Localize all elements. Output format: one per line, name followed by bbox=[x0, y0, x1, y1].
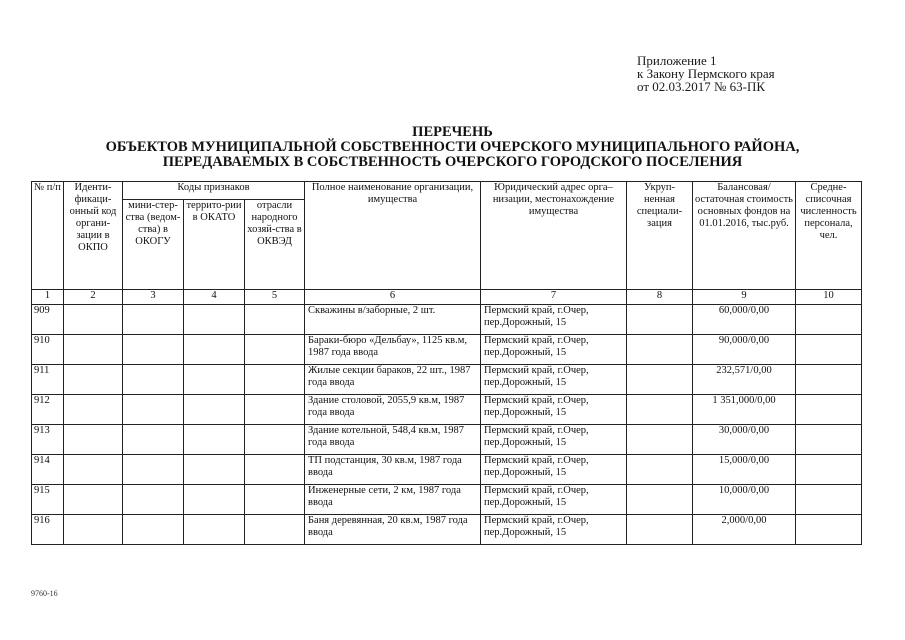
staff-cell bbox=[796, 515, 862, 545]
balance-value: 90,000/0,00 bbox=[693, 335, 796, 365]
row-number: 916 bbox=[32, 515, 64, 545]
specialization-cell bbox=[627, 305, 693, 335]
staff-cell bbox=[796, 305, 862, 335]
object-name: ТП подстанция, 30 кв.м, 1987 года ввода bbox=[305, 455, 481, 485]
table-row bbox=[32, 455, 862, 485]
row-number: 911 bbox=[32, 365, 64, 395]
header-okved: отрасли народного хозяй-ства в ОКВЭД bbox=[245, 200, 305, 290]
okogu-cell bbox=[123, 515, 184, 545]
table-row bbox=[32, 395, 862, 425]
object-address: Пермский край, г.Очер, пер.Дорожный, 15 bbox=[481, 335, 627, 365]
row-number: 914 bbox=[32, 455, 64, 485]
object-name: Баня деревянная, 20 кв.м, 1987 года ввода bbox=[305, 515, 481, 545]
okved-cell bbox=[245, 485, 305, 515]
okato-cell bbox=[184, 485, 245, 515]
okogu-cell bbox=[123, 455, 184, 485]
balance-value: 60,000/0,00 bbox=[693, 305, 796, 335]
okogu-cell bbox=[123, 395, 184, 425]
object-address: Пермский край, г.Очер, пер.Дорожный, 15 bbox=[481, 515, 627, 545]
object-name: Бараки-бюро «Дельбау», 1125 кв.м, 1987 года ввода bbox=[305, 335, 481, 365]
header-staff: Средне-списочная численность персонала, чел. bbox=[796, 182, 862, 290]
okogu-cell bbox=[123, 335, 184, 365]
column-number: 9 bbox=[693, 290, 796, 305]
object-address: Пермский край, г.Очер, пер.Дорожный, 15 bbox=[481, 485, 627, 515]
header-num: № п/п bbox=[32, 182, 64, 290]
okved-cell bbox=[245, 395, 305, 425]
okpo-cell bbox=[64, 485, 123, 515]
okato-cell bbox=[184, 425, 245, 455]
staff-cell bbox=[796, 365, 862, 395]
staff-cell bbox=[796, 335, 862, 365]
balance-value: 232,571/0,00 bbox=[693, 365, 796, 395]
row-number: 910 bbox=[32, 335, 64, 365]
okato-cell bbox=[184, 335, 245, 365]
table-row bbox=[32, 305, 862, 335]
appendix-note bbox=[637, 54, 775, 93]
column-number: 7 bbox=[481, 290, 627, 305]
appendix-line-2: к Закону Пермского края bbox=[637, 66, 775, 81]
okpo-cell bbox=[64, 365, 123, 395]
object-name: Здание столовой, 2055,9 кв.м, 1987 года ввода bbox=[305, 395, 481, 425]
column-numbers-row bbox=[32, 290, 862, 305]
header-okato: террито-рии в ОКАТО bbox=[184, 200, 245, 290]
header-okpo: Иденти-фикаци-онный код органи-зации в ОКПО bbox=[64, 182, 123, 290]
header-okogu: мини-стер-ства (ведом-ства) в ОКОГУ bbox=[123, 200, 184, 290]
column-number: 4 bbox=[184, 290, 245, 305]
column-number: 3 bbox=[123, 290, 184, 305]
column-number: 2 bbox=[64, 290, 123, 305]
okpo-cell bbox=[64, 425, 123, 455]
balance-value: 10,000/0,00 bbox=[693, 485, 796, 515]
okato-cell bbox=[184, 365, 245, 395]
balance-value: 30,000/0,00 bbox=[693, 425, 796, 455]
objects-table bbox=[31, 181, 862, 545]
column-number: 8 bbox=[627, 290, 693, 305]
object-address: Пермский край, г.Очер, пер.Дорожный, 15 bbox=[481, 395, 627, 425]
specialization-cell bbox=[627, 485, 693, 515]
object-address: Пермский край, г.Очер, пер.Дорожный, 15 bbox=[481, 365, 627, 395]
okato-cell bbox=[184, 455, 245, 485]
row-number: 909 bbox=[32, 305, 64, 335]
column-number: 1 bbox=[32, 290, 64, 305]
balance-value: 15,000/0,00 bbox=[693, 455, 796, 485]
heading-line-3: ПЕРЕДАВАЕМЫХ В СОБСТВЕННОСТЬ ОЧЕРСКОГО ГОРОДСКОГО ПОСЕЛЕНИЯ bbox=[162, 154, 743, 170]
okato-cell bbox=[184, 515, 245, 545]
okato-cell bbox=[184, 395, 245, 425]
table-row bbox=[32, 485, 862, 515]
staff-cell bbox=[796, 395, 862, 425]
column-number: 6 bbox=[305, 290, 481, 305]
specialization-cell bbox=[627, 365, 693, 395]
okved-cell bbox=[245, 335, 305, 365]
table-row bbox=[32, 515, 862, 545]
object-name: Скважины в/заборные, 2 шт. bbox=[305, 305, 481, 335]
object-name: Здание котельной, 548,4 кв.м, 1987 года ввода bbox=[305, 425, 481, 455]
okpo-cell bbox=[64, 395, 123, 425]
okpo-cell bbox=[64, 305, 123, 335]
row-number: 913 bbox=[32, 425, 64, 455]
object-name: Жилые секции бараков, 22 шт., 1987 года ввода bbox=[305, 365, 481, 395]
okved-cell bbox=[245, 365, 305, 395]
okved-cell bbox=[245, 425, 305, 455]
balance-value: 1 351,000/0,00 bbox=[693, 395, 796, 425]
okogu-cell bbox=[123, 425, 184, 455]
okpo-cell bbox=[64, 335, 123, 365]
okato-cell bbox=[184, 305, 245, 335]
header-balance: Балансовая/ остаточная стоимость основных фондов на 01.01.2016, тыс.руб. bbox=[693, 182, 796, 290]
specialization-cell bbox=[627, 425, 693, 455]
column-number: 5 bbox=[245, 290, 305, 305]
document-code: 9760-16 bbox=[31, 589, 58, 598]
heading-line-2: ОБЪЕКТОВ МУНИЦИПАЛЬНОЙ СОБСТВЕННОСТИ ОЧЕРСКОГО МУНИЦИПАЛЬНОГО РАЙОНА, bbox=[105, 139, 800, 155]
okved-cell bbox=[245, 515, 305, 545]
header-name: Полное наименование организации, имущества bbox=[305, 182, 481, 290]
header-specialization: Укруп-ненная специали-зация bbox=[627, 182, 693, 290]
header-codes-group: Коды признаков bbox=[123, 182, 305, 200]
staff-cell bbox=[796, 485, 862, 515]
okved-cell bbox=[245, 455, 305, 485]
table-row bbox=[32, 365, 862, 395]
table-row bbox=[32, 425, 862, 455]
okogu-cell bbox=[123, 365, 184, 395]
appendix-line-1: Приложение 1 bbox=[637, 53, 717, 68]
document-heading bbox=[0, 125, 905, 170]
staff-cell bbox=[796, 455, 862, 485]
object-name: Инженерные сети, 2 км, 1987 года ввода bbox=[305, 485, 481, 515]
specialization-cell bbox=[627, 335, 693, 365]
object-address: Пермский край, г.Очер, пер.Дорожный, 15 bbox=[481, 425, 627, 455]
okpo-cell bbox=[64, 515, 123, 545]
object-address: Пермский край, г.Очер, пер.Дорожный, 15 bbox=[481, 305, 627, 335]
appendix-line-3: от 02.03.2017 № 63-ПК bbox=[637, 79, 766, 94]
object-address: Пермский край, г.Очер, пер.Дорожный, 15 bbox=[481, 455, 627, 485]
okogu-cell bbox=[123, 305, 184, 335]
specialization-cell bbox=[627, 515, 693, 545]
specialization-cell bbox=[627, 455, 693, 485]
table-row bbox=[32, 335, 862, 365]
column-number: 10 bbox=[796, 290, 862, 305]
heading-line-1: ПЕРЕЧЕНЬ bbox=[412, 124, 493, 140]
specialization-cell bbox=[627, 395, 693, 425]
header-address: Юридический адрес орга–низации, местонахождение имущества bbox=[481, 182, 627, 290]
staff-cell bbox=[796, 425, 862, 455]
okogu-cell bbox=[123, 485, 184, 515]
row-number: 912 bbox=[32, 395, 64, 425]
okpo-cell bbox=[64, 455, 123, 485]
okved-cell bbox=[245, 305, 305, 335]
balance-value: 2,000/0,00 bbox=[693, 515, 796, 545]
row-number: 915 bbox=[32, 485, 64, 515]
